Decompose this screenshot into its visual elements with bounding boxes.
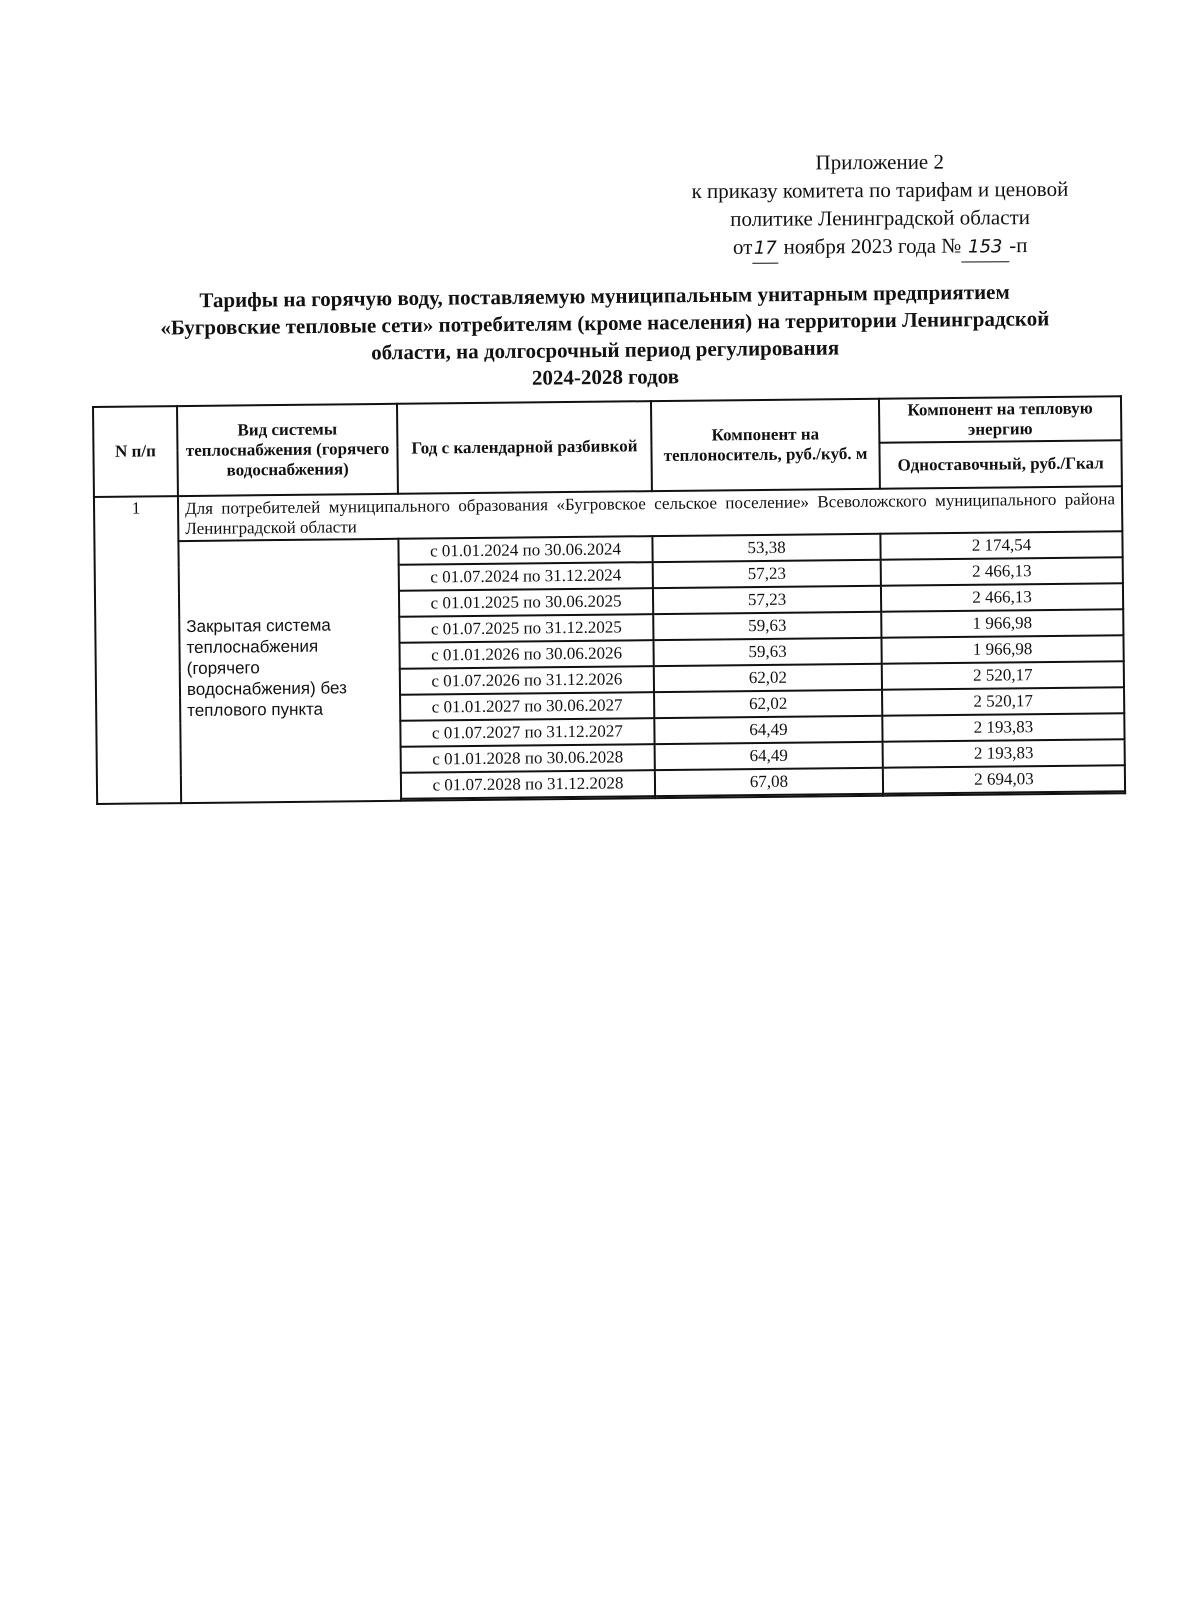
title-line-1: Тарифы на горячую воду, поставляемую муниципальным унитарным предприятием xyxy=(199,279,1010,313)
header-period: Год с календарной разбивкой xyxy=(397,401,652,494)
appendix-line-2: к приказу комитета по тарифам и ценовой xyxy=(691,176,1069,204)
consumer-group-label: Для потребителей муниципального образования «Бугровское сельское поселение» Всеволожского муниципального района Ленинградской области xyxy=(178,486,1122,541)
table-body xyxy=(94,486,1125,804)
carrier-value-cell: 62,02 xyxy=(654,664,882,692)
carrier-value-cell: 59,63 xyxy=(653,638,881,666)
period-cell: с 01.07.2026 по 31.12.2026 xyxy=(400,666,654,695)
tariff-table-wrapper xyxy=(92,395,1124,805)
period-cell: с 01.07.2027 по 31.12.2027 xyxy=(400,718,654,747)
handwritten-day: 17 xyxy=(752,235,778,264)
energy-value-cell: 2 193,83 xyxy=(883,739,1125,768)
energy-value-cell: 2 694,03 xyxy=(883,765,1125,794)
energy-value-cell: 2 466,13 xyxy=(881,557,1123,586)
appendix-line-1: Приложение 2 xyxy=(815,149,945,175)
period-cell: с 01.01.2027 по 30.06.2027 xyxy=(400,692,654,721)
carrier-value-cell: 53,38 xyxy=(652,534,880,562)
period-cell: с 01.01.2025 по 30.06.2025 xyxy=(399,588,653,617)
document-title xyxy=(94,278,1115,397)
period-cell: с 01.01.2026 по 30.06.2026 xyxy=(399,640,653,669)
appendix-line-3: политике Ленинградской области xyxy=(730,205,1031,231)
header-system: Вид системы теплоснабжения (горячего водоснабжения) xyxy=(177,404,398,496)
tariff-table xyxy=(92,395,1126,805)
handwritten-order-number: 153 xyxy=(961,233,1009,262)
energy-value-cell: 1 966,98 xyxy=(881,635,1123,664)
header-num: N п/п xyxy=(93,406,178,497)
period-cell: с 01.01.2028 по 30.06.2028 xyxy=(401,744,655,773)
carrier-value-cell: 64,49 xyxy=(655,742,883,770)
header-energy-group: Компонент на тепловую энергию xyxy=(879,396,1121,443)
energy-value-cell: 2 193,83 xyxy=(882,713,1124,742)
period-cell: с 01.07.2025 по 31.12.2025 xyxy=(399,614,653,643)
period-cell: с 01.07.2028 по 31.12.2028 xyxy=(401,770,655,799)
appendix-date-suffix: -п xyxy=(1009,233,1028,258)
title-line-4: 2024-2028 годов xyxy=(531,364,680,390)
energy-value-cell: 2 174,54 xyxy=(880,531,1122,560)
title-line-3: области, на долгосрочный период регулирования xyxy=(370,335,840,365)
carrier-value-cell: 57,23 xyxy=(653,560,881,588)
carrier-value-cell: 57,23 xyxy=(653,586,881,614)
title-line-2: «Бугровские тепловые сети» потребителям (кроме населения) на территории Ленинградской xyxy=(160,306,1050,340)
header-carrier: Компонент на теплоноситель, руб./куб. м xyxy=(651,399,880,491)
period-cell: с 01.07.2024 по 31.12.2024 xyxy=(399,562,653,591)
row-number: 1 xyxy=(94,496,181,804)
appendix-date-middle: ноября 2023 года № xyxy=(783,233,962,259)
period-cell: с 01.01.2024 по 30.06.2024 xyxy=(398,536,652,565)
energy-value-cell: 1 966,98 xyxy=(881,609,1123,638)
header-energy: Одноставочный, руб./Гкал xyxy=(879,440,1121,489)
carrier-value-cell: 67,08 xyxy=(655,768,883,796)
appendix-line-4 xyxy=(640,231,1120,265)
energy-value-cell: 2 466,13 xyxy=(881,583,1123,612)
carrier-value-cell: 64,49 xyxy=(654,716,882,744)
appendix-date-prefix: от xyxy=(732,234,753,259)
appendix-header xyxy=(640,147,1121,265)
carrier-value-cell: 62,02 xyxy=(654,690,882,718)
carrier-value-cell: 59,63 xyxy=(653,612,881,640)
energy-value-cell: 2 520,17 xyxy=(882,687,1124,716)
system-type-label: Закрытая система теплоснабжения (горячего водоснабжения) без теплового пункта xyxy=(178,539,401,803)
energy-value-cell: 2 520,17 xyxy=(882,661,1124,690)
